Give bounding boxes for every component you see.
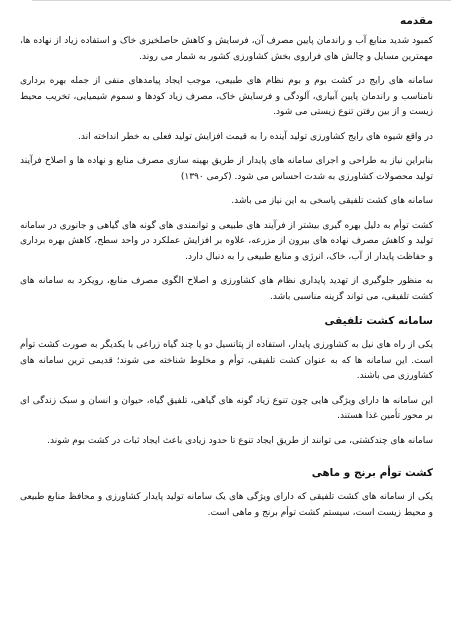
paragraph-intro-1: کمبود شدید منابع آب و راندمان پایین مصرف آن، فرسایش و کاهش حاصلخیزی خاک و استفاده زیاد از نهاده ها، مهمترین مسایل و چالش های فراروی بخش کشاورزی کشور به شمار می روند. — [20, 36, 433, 62]
paragraph-integrated-3: سامانه های چندکشتی، می توانند از طریق ایجاد تنوع تا حدود زیادی باعث ایجاد ثبات در کشت بوم شوند. — [47, 435, 433, 446]
paragraph-integrated-1: یکی از راه های نیل به کشاورزی پایدار، استفاده از پتانسیل دو یا چند گیاه زراعی با یکدیگر به صورت کشت توأم است. این سامانه ها که به عنوان کشت تلفیقی، توأم و مخلوط شناخته می شوند؛ قدیمی ترین سامانه های کشاورزی می باشند. — [20, 340, 433, 381]
paragraph-intro-2: سامانه های رایج در کشت بوم و بوم نظام های طبیعی، موجب ایجاد پیامدهای منفی از جمله بهره برداری نامناسب و راندمان پایین آبیاری، آلودگی و فرسایش خاک، مصرف زیاد کودها و سموم شیمیایی، تخریب محیط زیست و از بین رفتن تنوع زیستی می شود. — [20, 76, 433, 117]
paragraph-intro-3: در واقع شیوه های رایج کشاورزی تولید آینده را به قیمت افزایش تولید فعلی به خطر انداخته اند. — [78, 131, 433, 142]
paragraph-intro-7: به منظور جلوگیری از تهدید پایداری نظام های کشاورزی و اصلاح الگوی مصرف منابع، رویکرد به سامانه های کشت تلفیقی، می تواند گزینه مناسبی باشد. — [20, 276, 433, 302]
heading-rice-fish: کشت توأم برنج و ماهی — [311, 467, 433, 479]
heading-integrated-cultivation: سامانه کشت تلفیقی — [324, 315, 433, 327]
paragraph-intro-5: سامانه های کشت تلفیقی پاسخی به این نیاز می باشد. — [231, 196, 433, 206]
heading-introduction: مقدمه — [400, 15, 433, 27]
paragraph-intro-6: کشت توأم به دلیل بهره گیری بیشتر از فرآیند های طبیعی و توانمندی های گونه های گیاهی و جانوری در سامانه تولید و کاهش مصرف نهاده های بیرون از مزرعه، علاوه بر افزایش عملکرد در واحد سطح، کاهش بهره برداری و حفاظت پایدار از آب، خاک، انرژی و منابع طبیعی را به دنبال دارد. — [20, 220, 433, 262]
paragraph-integrated-2: این سامانه ها دارای ویژگی هایی چون تنوع زیاد گونه های گیاهی، تلفیق گیاه، حیوان و انسان و سبک زندگی ای بر محور تأمین غذا هستند. — [20, 395, 433, 421]
paragraph-rice-fish-1: یکی از سامانه های کشت تلفیقی که دارای ویژگی های یک سامانه تولید پایدار کشاورزی و محافظ منابع طبیعی و محیط زیست است، سیستم کشت توأم برنج و ماهی است. — [20, 492, 433, 518]
page-top-border — [32, 0, 451, 7]
paragraph-intro-4: بنابراین نیاز به طراحی و اجرای سامانه های پایدار از طریق بهینه سازی مصرف منابع و نهاده ها و اصلاح فرآیند تولید محصولات کشاورزی به شدت احساس می شود. (کرمی ۱۳۹۰) — [20, 156, 433, 182]
